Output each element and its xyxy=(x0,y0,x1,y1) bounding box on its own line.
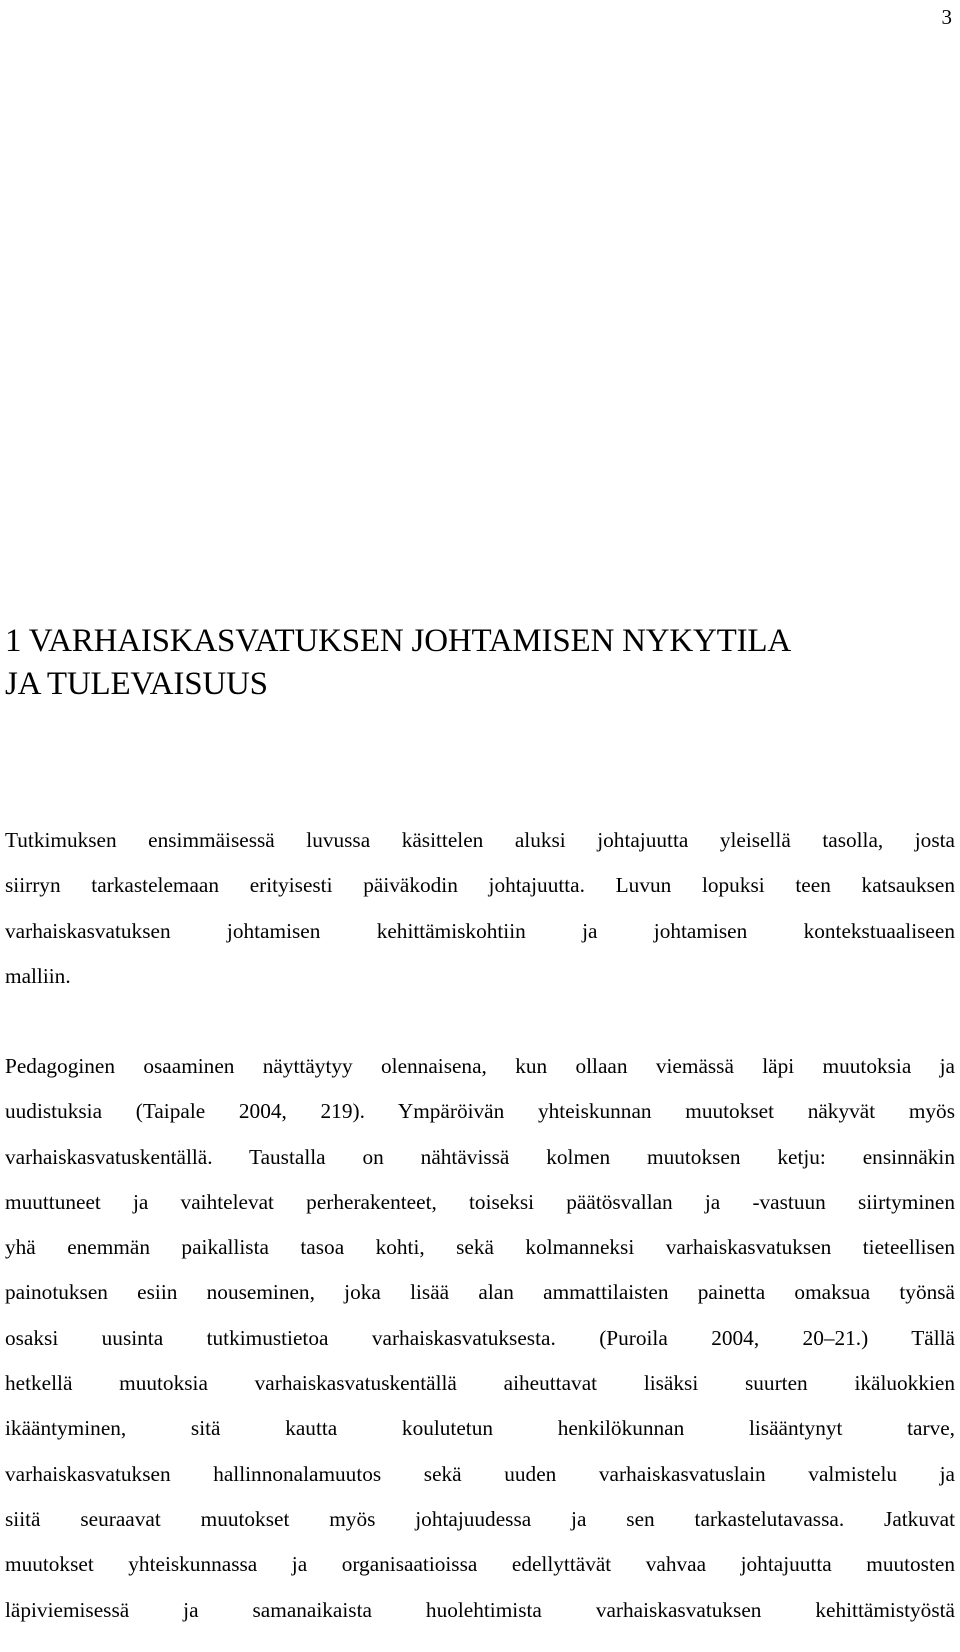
text-line: ikääntyminen, sitä kautta koulutetun henkilökunnan lisääntynyt tarve, xyxy=(5,1416,955,1441)
text-line: läpiviemisessä ja samanaikaista huolehtimista varhaiskasvatuksen kehittämistyöstä xyxy=(5,1597,955,1622)
chapter-heading xyxy=(5,620,945,706)
text-line: siitä seuraavat muutokset myös johtajuudessa ja sen tarkastelutavassa. Jatkuvat xyxy=(5,1506,955,1531)
chapter-heading-line: JA TULEVAISUUS xyxy=(5,666,268,702)
text-line: varhaiskasvatuksen hallinnonalamuutos sekä uuden varhaiskasvatuslain valmistelu ja xyxy=(5,1461,955,1486)
text-line: malliin. xyxy=(5,963,71,988)
text-line: painotuksen esiin nouseminen, joka lisää alan ammattilaisten painetta omaksua työnsä xyxy=(5,1280,955,1305)
text-line: yhä enemmän paikallista tasoa kohti, sekä kolmanneksi varhaiskasvatuksen tieteellisen xyxy=(5,1235,955,1260)
body-paragraph xyxy=(5,1044,955,1633)
intro-paragraph xyxy=(5,818,955,999)
text-line: varhaiskasvatuksen johtamisen kehittämiskohtiin ja johtamisen kontekstuaaliseen xyxy=(5,918,955,943)
page-number: 3 xyxy=(941,5,952,29)
chapter-heading-line: 1 VARHAISKASVATUKSEN JOHTAMISEN NYKYTILA xyxy=(5,623,791,659)
text-line: uudistuksia (Taipale 2004, 219). Ympäröivän yhteiskunnan muutokset näkyvät myös xyxy=(5,1099,955,1124)
text-line: muuttuneet ja vaihtelevat perherakenteet, toiseksi päätösvallan ja -vastuun siirtyminen xyxy=(5,1189,955,1214)
text-line: muutokset yhteiskunnassa ja organisaatioissa edellyttävät vahvaa johtajuutta muutosten xyxy=(5,1552,955,1577)
text-line: Tutkimuksen ensimmäisessä luvussa käsittelen aluksi johtajuutta yleisellä tasolla, josta xyxy=(5,828,955,852)
text-line: osaksi uusinta tutkimustietoa varhaiskasvatuksesta. (Puroila 2004, 20–21.) Tällä xyxy=(5,1325,955,1350)
text-line: siirryn tarkastelemaan erityisesti päiväkodin johtajuutta. Luvun lopuksi teen katsauksen xyxy=(5,873,955,898)
text-line: varhaiskasvatuskentällä. Taustalla on nähtävissä kolmen muutoksen ketju: ensinnäkin xyxy=(5,1144,955,1169)
text-line: hetkellä muutoksia varhaiskasvatuskentällä aiheuttavat lisäksi suurten ikäluokkien xyxy=(5,1371,955,1396)
text-line: Pedagoginen osaaminen näyttäytyy olennaisena, kun ollaan viemässä läpi muutoksia ja xyxy=(5,1054,955,1078)
